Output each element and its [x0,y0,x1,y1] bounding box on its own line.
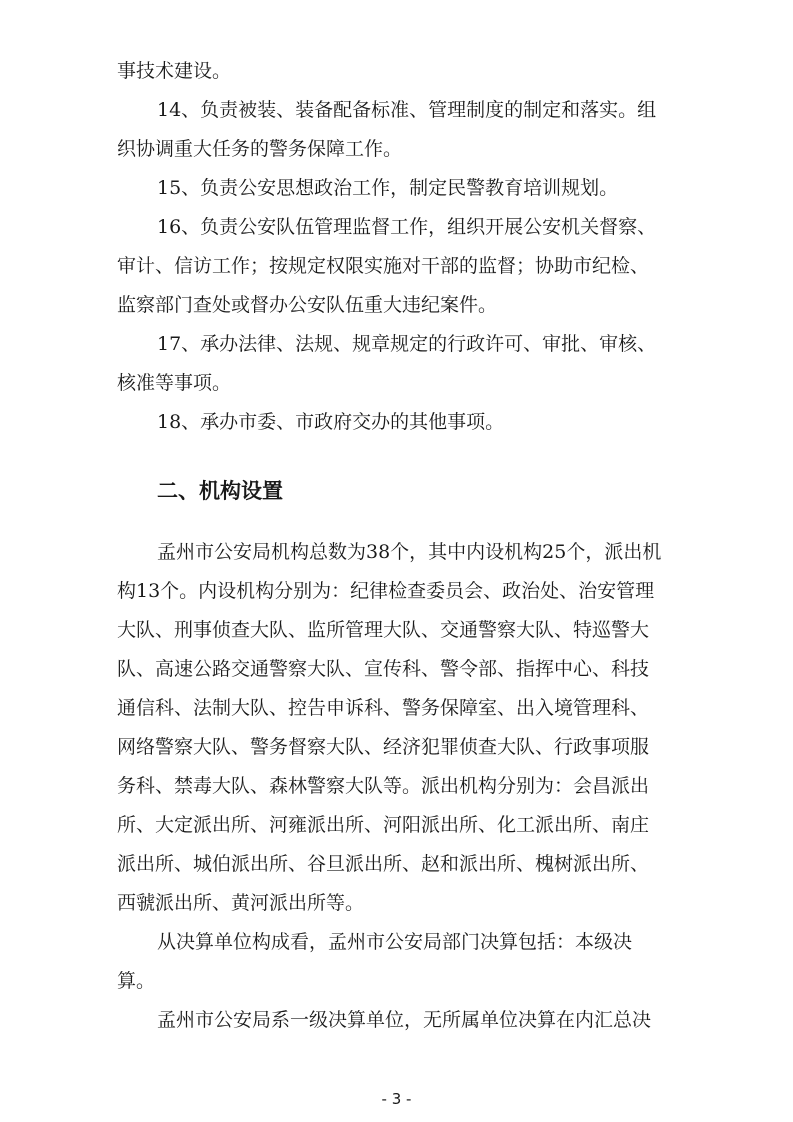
body-line: 西虢派出所、黄河派出所等。 [117,892,365,914]
body-line: 核准等事项。 [117,372,232,394]
body-line: 17、承办法律、法规、规章规定的行政许可、审批、审核、 [157,333,657,355]
body-line: 构13个。内设机构分别为：纪律检查委员会、政治处、治安管理 [117,580,655,602]
body-line: 18、承办市委、市政府交办的其他事项。 [157,411,505,433]
body-line: 通信科、法制大队、控告申诉科、警务保障室、出入境管理科、 [117,697,650,719]
body-line: 所、大定派出所、河雍派出所、河阳派出所、化工派出所、南庄 [117,814,650,836]
body-line: 孟州市公安局系一级决算单位，无所属单位决算在内汇总决 [157,1009,652,1031]
body-line: 孟州市公安局机构总数为38个，其中内设机构25个，派出机 [157,541,662,563]
body-line: 网络警察大队、警务督察大队、经济犯罪侦查大队、行政事项服 [117,736,650,758]
body-line: 监察部门查处或督办公安队伍重大违纪案件。 [117,294,498,316]
body-line: 16、负责公安队伍管理监督工作，组织开展公安机关督察、 [157,216,657,238]
body-line: 织协调重大任务的警务保障工作。 [117,138,403,160]
body-line: 大队、刑事侦查大队、监所管理大队、交通警察大队、特巡警大 [117,619,650,641]
body-line: 务科、禁毒大队、森林警察大队等。派出机构分别为：会昌派出 [117,775,650,797]
section-heading: 二、机构设置 [157,479,283,503]
body-line: 从决算单位构成看，孟州市公安局部门决算包括：本级决 [157,931,633,953]
body-line: 15、负责公安思想政治工作，制定民警教育培训规划。 [157,177,619,199]
body-line: 14、负责被装、装备配备标准、管理制度的制定和落实。组 [157,99,657,121]
body-line: 队、高速公路交通警察大队、宣传科、警令部、指挥中心、科技 [117,658,650,680]
body-line: 算。 [117,970,156,992]
page-number: - 3 - [381,1090,412,1108]
body-line: 派出所、城伯派出所、谷旦派出所、赵和派出所、槐树派出所、 [117,853,650,875]
body-line: 审计、信访工作；按规定权限实施对干部的监督；协助市纪检、 [117,255,650,277]
body-line: 事技术建设。 [117,60,232,82]
